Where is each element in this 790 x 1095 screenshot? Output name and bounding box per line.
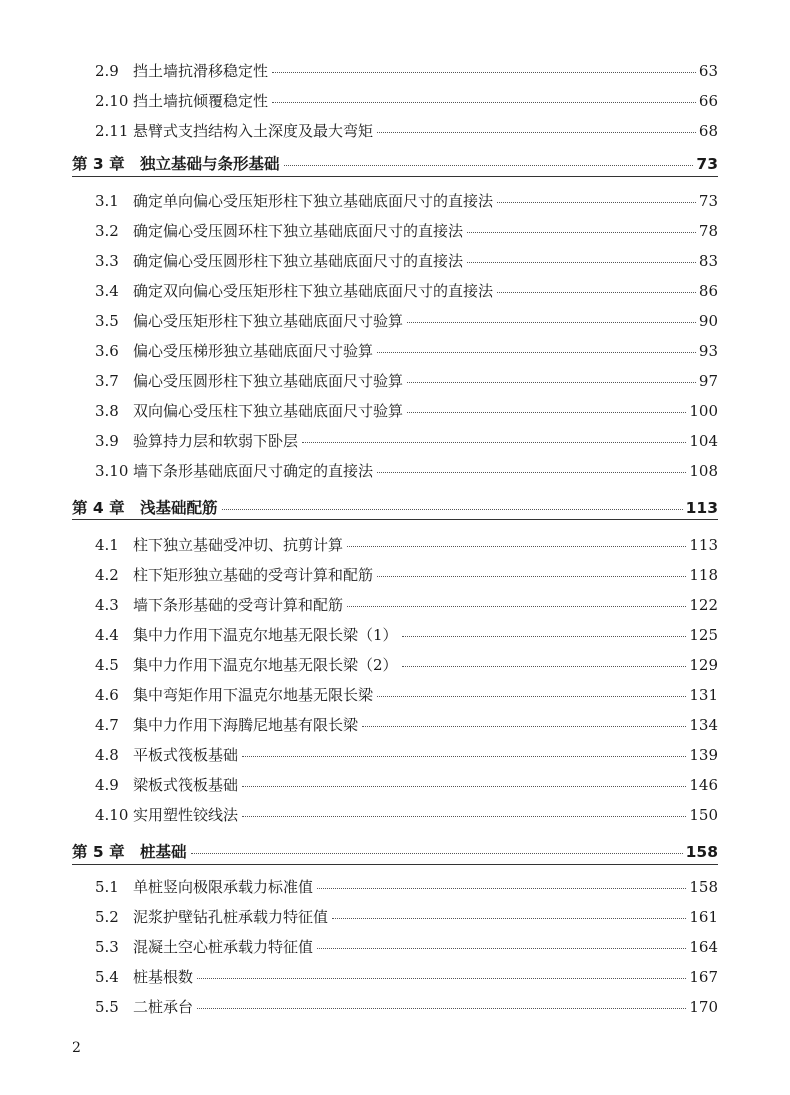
page-number: 2 bbox=[72, 1040, 81, 1056]
entry-page: 150 bbox=[689, 806, 718, 824]
dot-leader bbox=[317, 888, 686, 889]
entry-number: 5.3 bbox=[95, 938, 119, 956]
entry-title: 挡土墙抗倾覆稳定性 bbox=[133, 92, 269, 110]
toc-section-entry bbox=[95, 654, 718, 675]
entry-page: 139 bbox=[689, 746, 718, 764]
entry-page: 100 bbox=[689, 402, 718, 420]
entry-title: 独立基础与条形基础 bbox=[140, 155, 280, 173]
entry-title: 柱下矩形独立基础的受弯计算和配筋 bbox=[133, 566, 374, 584]
entry-page: 90 bbox=[698, 312, 718, 330]
entry-title: 确定偏心受压圆形柱下独立基础底面尺寸的直接法 bbox=[133, 252, 464, 270]
toc-section-entry bbox=[95, 564, 718, 585]
entry-number: 3.2 bbox=[95, 222, 119, 240]
entry-page: 113 bbox=[685, 499, 718, 517]
toc-section-entry bbox=[95, 460, 718, 481]
entry-number: 2.9 bbox=[95, 62, 119, 80]
entry-title: 桩基础 bbox=[140, 843, 187, 861]
toc-chapter-entry bbox=[72, 840, 718, 862]
toc-section-entry bbox=[95, 744, 718, 765]
entry-number: 5.2 bbox=[95, 908, 119, 926]
entry-title: 双向偏心受压柱下独立基础底面尺寸验算 bbox=[133, 402, 404, 420]
entry-page: 158 bbox=[685, 843, 718, 861]
entry-page: 68 bbox=[698, 122, 718, 140]
entry-number: 3.5 bbox=[95, 312, 119, 330]
dot-leader bbox=[197, 1008, 686, 1009]
entry-title: 偏心受压矩形柱下独立基础底面尺寸验算 bbox=[133, 312, 404, 330]
entry-page: 131 bbox=[689, 686, 718, 704]
entry-title: 桩基根数 bbox=[133, 968, 194, 986]
entry-page: 167 bbox=[689, 968, 718, 986]
entry-number: 2.10 bbox=[95, 92, 129, 110]
toc-section-entry bbox=[95, 594, 718, 615]
entry-number: 4.10 bbox=[95, 806, 129, 824]
toc-section-entry bbox=[95, 996, 718, 1017]
entry-title: 集中弯矩作用下温克尔地基无限长梁 bbox=[133, 686, 374, 704]
entry-page: 118 bbox=[689, 566, 718, 584]
entry-number: 5.5 bbox=[95, 998, 119, 1016]
dot-leader bbox=[407, 412, 686, 413]
entry-title: 集中力作用下温克尔地基无限长梁（1） bbox=[133, 626, 398, 644]
entry-page: 73 bbox=[698, 192, 718, 210]
dot-leader bbox=[467, 262, 696, 263]
dot-leader bbox=[284, 165, 694, 166]
toc-section-entry bbox=[95, 120, 718, 141]
entry-title: 确定双向偏心受压矩形柱下独立基础底面尺寸的直接法 bbox=[133, 282, 494, 300]
toc-section-entry bbox=[95, 966, 718, 987]
toc-section-entry bbox=[95, 310, 718, 331]
dot-leader bbox=[497, 202, 696, 203]
dot-leader bbox=[272, 102, 696, 103]
dot-leader bbox=[362, 726, 686, 727]
dot-leader bbox=[377, 696, 686, 697]
entry-title: 实用塑性铰线法 bbox=[133, 806, 239, 824]
entry-page: 93 bbox=[698, 342, 718, 360]
dot-leader bbox=[332, 918, 686, 919]
dot-leader bbox=[402, 636, 687, 637]
entry-title: 混凝土空心桩承载力特征值 bbox=[133, 938, 314, 956]
toc-section-entry bbox=[95, 220, 718, 241]
entry-number: 3.4 bbox=[95, 282, 119, 300]
entry-page: 66 bbox=[698, 92, 718, 110]
entry-page: 134 bbox=[689, 716, 718, 734]
entry-number: 4.5 bbox=[95, 656, 119, 674]
entry-page: 146 bbox=[689, 776, 718, 794]
chapter-rule bbox=[72, 519, 718, 520]
dot-leader bbox=[272, 72, 696, 73]
dot-leader bbox=[197, 978, 686, 979]
toc-section-entry bbox=[95, 280, 718, 301]
entry-number: 第 3 章 bbox=[72, 155, 125, 173]
entry-title: 集中力作用下温克尔地基无限长梁（2） bbox=[133, 656, 398, 674]
dot-leader bbox=[242, 786, 686, 787]
entry-page: 83 bbox=[698, 252, 718, 270]
entry-title: 挡土墙抗滑移稳定性 bbox=[133, 62, 269, 80]
chapter-rule bbox=[72, 176, 718, 177]
dot-leader bbox=[191, 853, 683, 854]
toc-section-entry bbox=[95, 90, 718, 111]
entry-title: 梁板式筏板基础 bbox=[133, 776, 239, 794]
toc-section-entry bbox=[95, 936, 718, 957]
dot-leader bbox=[242, 816, 686, 817]
toc-section-entry bbox=[95, 370, 718, 391]
toc-chapter-entry bbox=[72, 496, 718, 518]
entry-page: 122 bbox=[689, 596, 718, 614]
entry-number: 3.3 bbox=[95, 252, 119, 270]
entry-title: 偏心受压圆形柱下独立基础底面尺寸验算 bbox=[133, 372, 404, 390]
entry-number: 3.8 bbox=[95, 402, 119, 420]
entry-page: 161 bbox=[689, 908, 718, 926]
toc-section-entry bbox=[95, 774, 718, 795]
dot-leader bbox=[402, 666, 687, 667]
dot-leader bbox=[222, 509, 683, 510]
entry-number: 3.6 bbox=[95, 342, 119, 360]
dot-leader bbox=[497, 292, 696, 293]
entry-page: 104 bbox=[689, 432, 718, 450]
toc-section-entry bbox=[95, 340, 718, 361]
toc-section-entry bbox=[95, 60, 718, 81]
entry-number: 4.4 bbox=[95, 626, 119, 644]
entry-title: 确定偏心受压圆环柱下独立基础底面尺寸的直接法 bbox=[133, 222, 464, 240]
toc-section-entry bbox=[95, 714, 718, 735]
entry-number: 第 5 章 bbox=[72, 843, 125, 861]
entry-number: 3.10 bbox=[95, 462, 129, 480]
entry-title: 浅基础配筋 bbox=[140, 499, 218, 517]
entry-page: 170 bbox=[689, 998, 718, 1016]
entry-page: 108 bbox=[689, 462, 718, 480]
entry-number: 3.9 bbox=[95, 432, 119, 450]
entry-title: 墙下条形基础的受弯计算和配筋 bbox=[133, 596, 344, 614]
entry-number: 4.3 bbox=[95, 596, 119, 614]
dot-leader bbox=[377, 576, 686, 577]
entry-page: 113 bbox=[689, 536, 718, 554]
entry-number: 第 4 章 bbox=[72, 499, 125, 517]
dot-leader bbox=[302, 442, 686, 443]
toc-section-entry bbox=[95, 876, 718, 897]
entry-page: 73 bbox=[696, 155, 718, 173]
dot-leader bbox=[242, 756, 686, 757]
toc-section-entry bbox=[95, 430, 718, 451]
toc-section-entry bbox=[95, 534, 718, 555]
dot-leader bbox=[347, 546, 686, 547]
entry-title: 集中力作用下海腾尼地基有限长梁 bbox=[133, 716, 359, 734]
entry-title: 二桩承台 bbox=[133, 998, 194, 1016]
entry-page: 158 bbox=[689, 878, 718, 896]
entry-number: 3.1 bbox=[95, 192, 119, 210]
dot-leader bbox=[347, 606, 686, 607]
entry-page: 63 bbox=[698, 62, 718, 80]
entry-number: 4.7 bbox=[95, 716, 119, 734]
entry-number: 5.4 bbox=[95, 968, 119, 986]
dot-leader bbox=[377, 132, 696, 133]
entry-title: 墙下条形基础底面尺寸确定的直接法 bbox=[133, 462, 374, 480]
entry-number: 3.7 bbox=[95, 372, 119, 390]
dot-leader bbox=[377, 352, 696, 353]
toc-section-entry bbox=[95, 250, 718, 271]
entry-title: 确定单向偏心受压矩形柱下独立基础底面尺寸的直接法 bbox=[133, 192, 494, 210]
entry-title: 泥浆护壁钻孔桩承载力特征值 bbox=[133, 908, 329, 926]
entry-page: 97 bbox=[698, 372, 718, 390]
toc-section-entry bbox=[95, 906, 718, 927]
toc-section-entry bbox=[95, 804, 718, 825]
entry-page: 125 bbox=[689, 626, 718, 644]
entry-number: 5.1 bbox=[95, 878, 119, 896]
toc-section-entry bbox=[95, 624, 718, 645]
entry-number: 2.11 bbox=[95, 122, 129, 140]
entry-title: 悬臂式支挡结构入土深度及最大弯矩 bbox=[133, 122, 374, 140]
dot-leader bbox=[317, 948, 686, 949]
dot-leader bbox=[407, 322, 696, 323]
entry-number: 4.8 bbox=[95, 746, 119, 764]
toc-chapter-entry bbox=[72, 152, 718, 174]
entry-title: 验算持力层和软弱下卧层 bbox=[133, 432, 299, 450]
entry-number: 4.9 bbox=[95, 776, 119, 794]
toc-section-entry bbox=[95, 400, 718, 421]
dot-leader bbox=[407, 382, 696, 383]
toc-section-entry bbox=[95, 684, 718, 705]
entry-number: 4.2 bbox=[95, 566, 119, 584]
entry-title: 平板式筏板基础 bbox=[133, 746, 239, 764]
entry-page: 164 bbox=[689, 938, 718, 956]
entry-page: 86 bbox=[698, 282, 718, 300]
entry-title: 柱下独立基础受冲切、抗剪计算 bbox=[133, 536, 344, 554]
dot-leader bbox=[467, 232, 696, 233]
entry-page: 129 bbox=[689, 656, 718, 674]
toc-section-entry bbox=[95, 190, 718, 211]
entry-title: 偏心受压梯形独立基础底面尺寸验算 bbox=[133, 342, 374, 360]
entry-title: 单桩竖向极限承载力标准值 bbox=[133, 878, 314, 896]
entry-number: 4.6 bbox=[95, 686, 119, 704]
entry-page: 78 bbox=[698, 222, 718, 240]
chapter-rule bbox=[72, 864, 718, 865]
entry-number: 4.1 bbox=[95, 536, 119, 554]
dot-leader bbox=[377, 472, 686, 473]
